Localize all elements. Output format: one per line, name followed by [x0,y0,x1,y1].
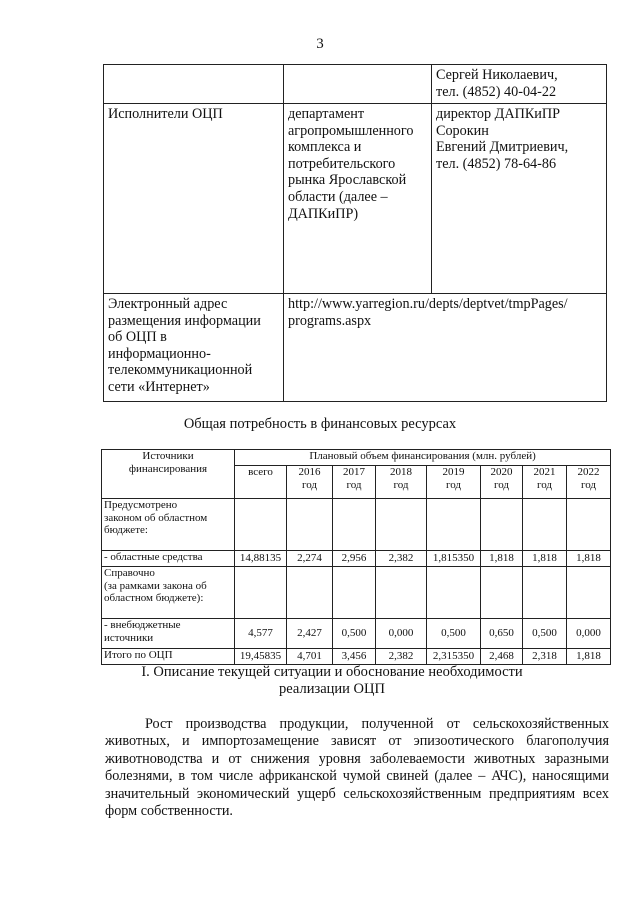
value-cell: 2,318 [523,649,567,665]
value-cell [235,567,287,619]
text-line: потребительского [288,155,396,172]
page-number: 3 [316,36,324,52]
text-line: реализации ОЦП [279,681,385,697]
table-row [102,499,611,551]
text-line: Евгений Дмитриевич, [436,139,569,156]
text-line: телекоммуникационной [108,362,253,379]
text-line: комплекса и [288,139,362,156]
value-cell [481,567,523,619]
value-cell: 2,468 [481,649,523,665]
value-cell [427,499,481,551]
table-cell [284,65,432,104]
value-cell [376,567,427,619]
text-line: http://www.yarregion.ru/depts/deptvet/tmpPages/ [288,296,568,312]
table-header-row [102,450,611,466]
value-cell [427,567,481,619]
table-cell [104,65,284,104]
section-title [0,664,640,698]
text-line: об ОЦП в [108,329,167,346]
text-line: год [581,478,597,491]
text-line: (за рамками закона об [104,579,207,592]
value-cell [523,499,567,551]
value-cell: 3,456 [333,649,376,665]
value-cell: 1,818 [523,551,567,567]
value-cell: 19,45835 [235,649,287,665]
text-line: - внебюджетные [104,619,181,631]
text-line: Источники [142,450,194,462]
text-line: 2020 [490,466,513,478]
value-cell [376,499,427,551]
row-label [102,619,235,649]
finance-caption: Общая потребность в финансовых ресурсах [183,416,457,432]
value-cell: 0,650 [481,619,523,649]
table-row [104,65,607,104]
text-line: год [536,478,553,491]
text-line: 2016 [298,466,321,478]
contact-cell [432,65,607,104]
text-line: Электронный адрес [108,296,228,312]
value-cell [287,499,333,551]
text-line: области (далее – [288,188,388,205]
value-cell: 0,500 [333,619,376,649]
value-cell [567,567,611,619]
value-cell: 2,956 [333,551,376,567]
contact-cell [432,104,607,294]
row-label [102,551,235,567]
text-line: источники [104,631,154,644]
body-paragraph: Рост производства продукции, полученной от сельскохозяйственных животных, и импортозамещение зависят от эпизоотического благополучия животноводства и от снижения уровня заболеваемости животных заразными болезнями, в том числе африканской чумой свиней (далее – АЧС), наносящими значительный экономический ущерб сельскохозяйственным предприятиям всех форм собственности. [105,716,609,820]
value-cell: 0,500 [427,619,481,649]
value-cell [333,499,376,551]
text-line: - областные средства [104,551,203,563]
column-header [376,466,427,499]
row-label: Исполнители ОЦП [104,104,284,294]
text-line: бюджете: [104,524,148,536]
text-line: I. Описание текущей ситуации и обоснование необходимости [141,664,523,680]
value-cell: 2,427 [287,619,333,649]
value-cell: 1,818 [567,551,611,567]
value-cell: 0,000 [376,619,427,649]
row-label [102,567,235,619]
row-label [104,294,284,402]
row-label [102,649,235,665]
column-header [333,466,376,499]
text-line: год [301,478,318,491]
value-cell: 2,274 [287,551,333,567]
column-header [235,466,287,499]
text-line: агропромышленного [288,122,414,139]
text-line: тел. (4852) 78-64-86 [436,155,557,172]
text-line: директор ДАПКиПР [436,106,561,122]
text-line: год [493,478,510,491]
source-header [102,450,235,499]
value-cell: 1,815350 [427,551,481,567]
text-line: Справочно [104,567,155,579]
column-header [523,466,567,499]
text-line: год [346,478,362,491]
table-row [102,567,611,619]
value-cell: 2,382 [376,649,427,665]
text-line: год [393,478,409,491]
finance-table [101,449,611,665]
executor-cell [284,104,432,294]
value-cell: 2,382 [376,551,427,567]
text-line: департамент [288,106,365,122]
text-line: Предусмотрено [104,499,178,511]
text-line: Сорокин [436,122,489,139]
value-cell: 1,818 [567,649,611,665]
table-row [104,104,607,294]
column-header [481,466,523,499]
value-cell: 4,577 [235,619,287,649]
value-cell [235,499,287,551]
value-cell [333,567,376,619]
text-line: 2017 [343,466,365,478]
value-cell: 2,315350 [427,649,481,665]
plan-header: Плановый объем финансирования (млн. рублей) [235,450,611,466]
text-line: programs.aspx [288,312,372,329]
text-line: тел. (4852) 40-04-22 [436,83,557,100]
text-line: 2022 [577,466,600,478]
table-row [102,649,611,665]
value-cell [481,499,523,551]
text-line: законом об областном [104,511,208,524]
value-cell: 1,818 [481,551,523,567]
url-cell [284,294,607,402]
value-cell [523,567,567,619]
column-header [287,466,333,499]
text-line: 2021 [533,466,556,478]
text-line: областном бюджете): [104,592,204,604]
value-cell [567,499,611,551]
text-line: Итого по ОЦП [104,649,173,661]
text-line: 2018 [390,466,412,478]
text-line: сети «Интернет» [108,378,210,395]
value-cell: 0,500 [523,619,567,649]
text-line: информационно- [108,345,211,362]
text-line: 2019 [442,466,465,478]
table-row [102,619,611,649]
row-label [102,499,235,551]
text-line: год [445,478,462,491]
table-row [102,551,611,567]
value-cell: 14,88135 [235,551,287,567]
column-header [427,466,481,499]
value-cell: 0,000 [567,619,611,649]
text-line: рынка Ярославской [288,172,407,189]
program-info-table [103,64,607,402]
column-header [567,466,611,499]
table-row [104,294,607,402]
text-line: размещения информации [108,312,261,329]
text-line: ДАПКиПР) [288,205,359,222]
text-line: всего [248,466,273,478]
value-cell [287,567,333,619]
text-line: Сергей Николаевич, [436,67,558,83]
value-cell: 4,701 [287,649,333,665]
text-line: финансирования [128,462,208,475]
